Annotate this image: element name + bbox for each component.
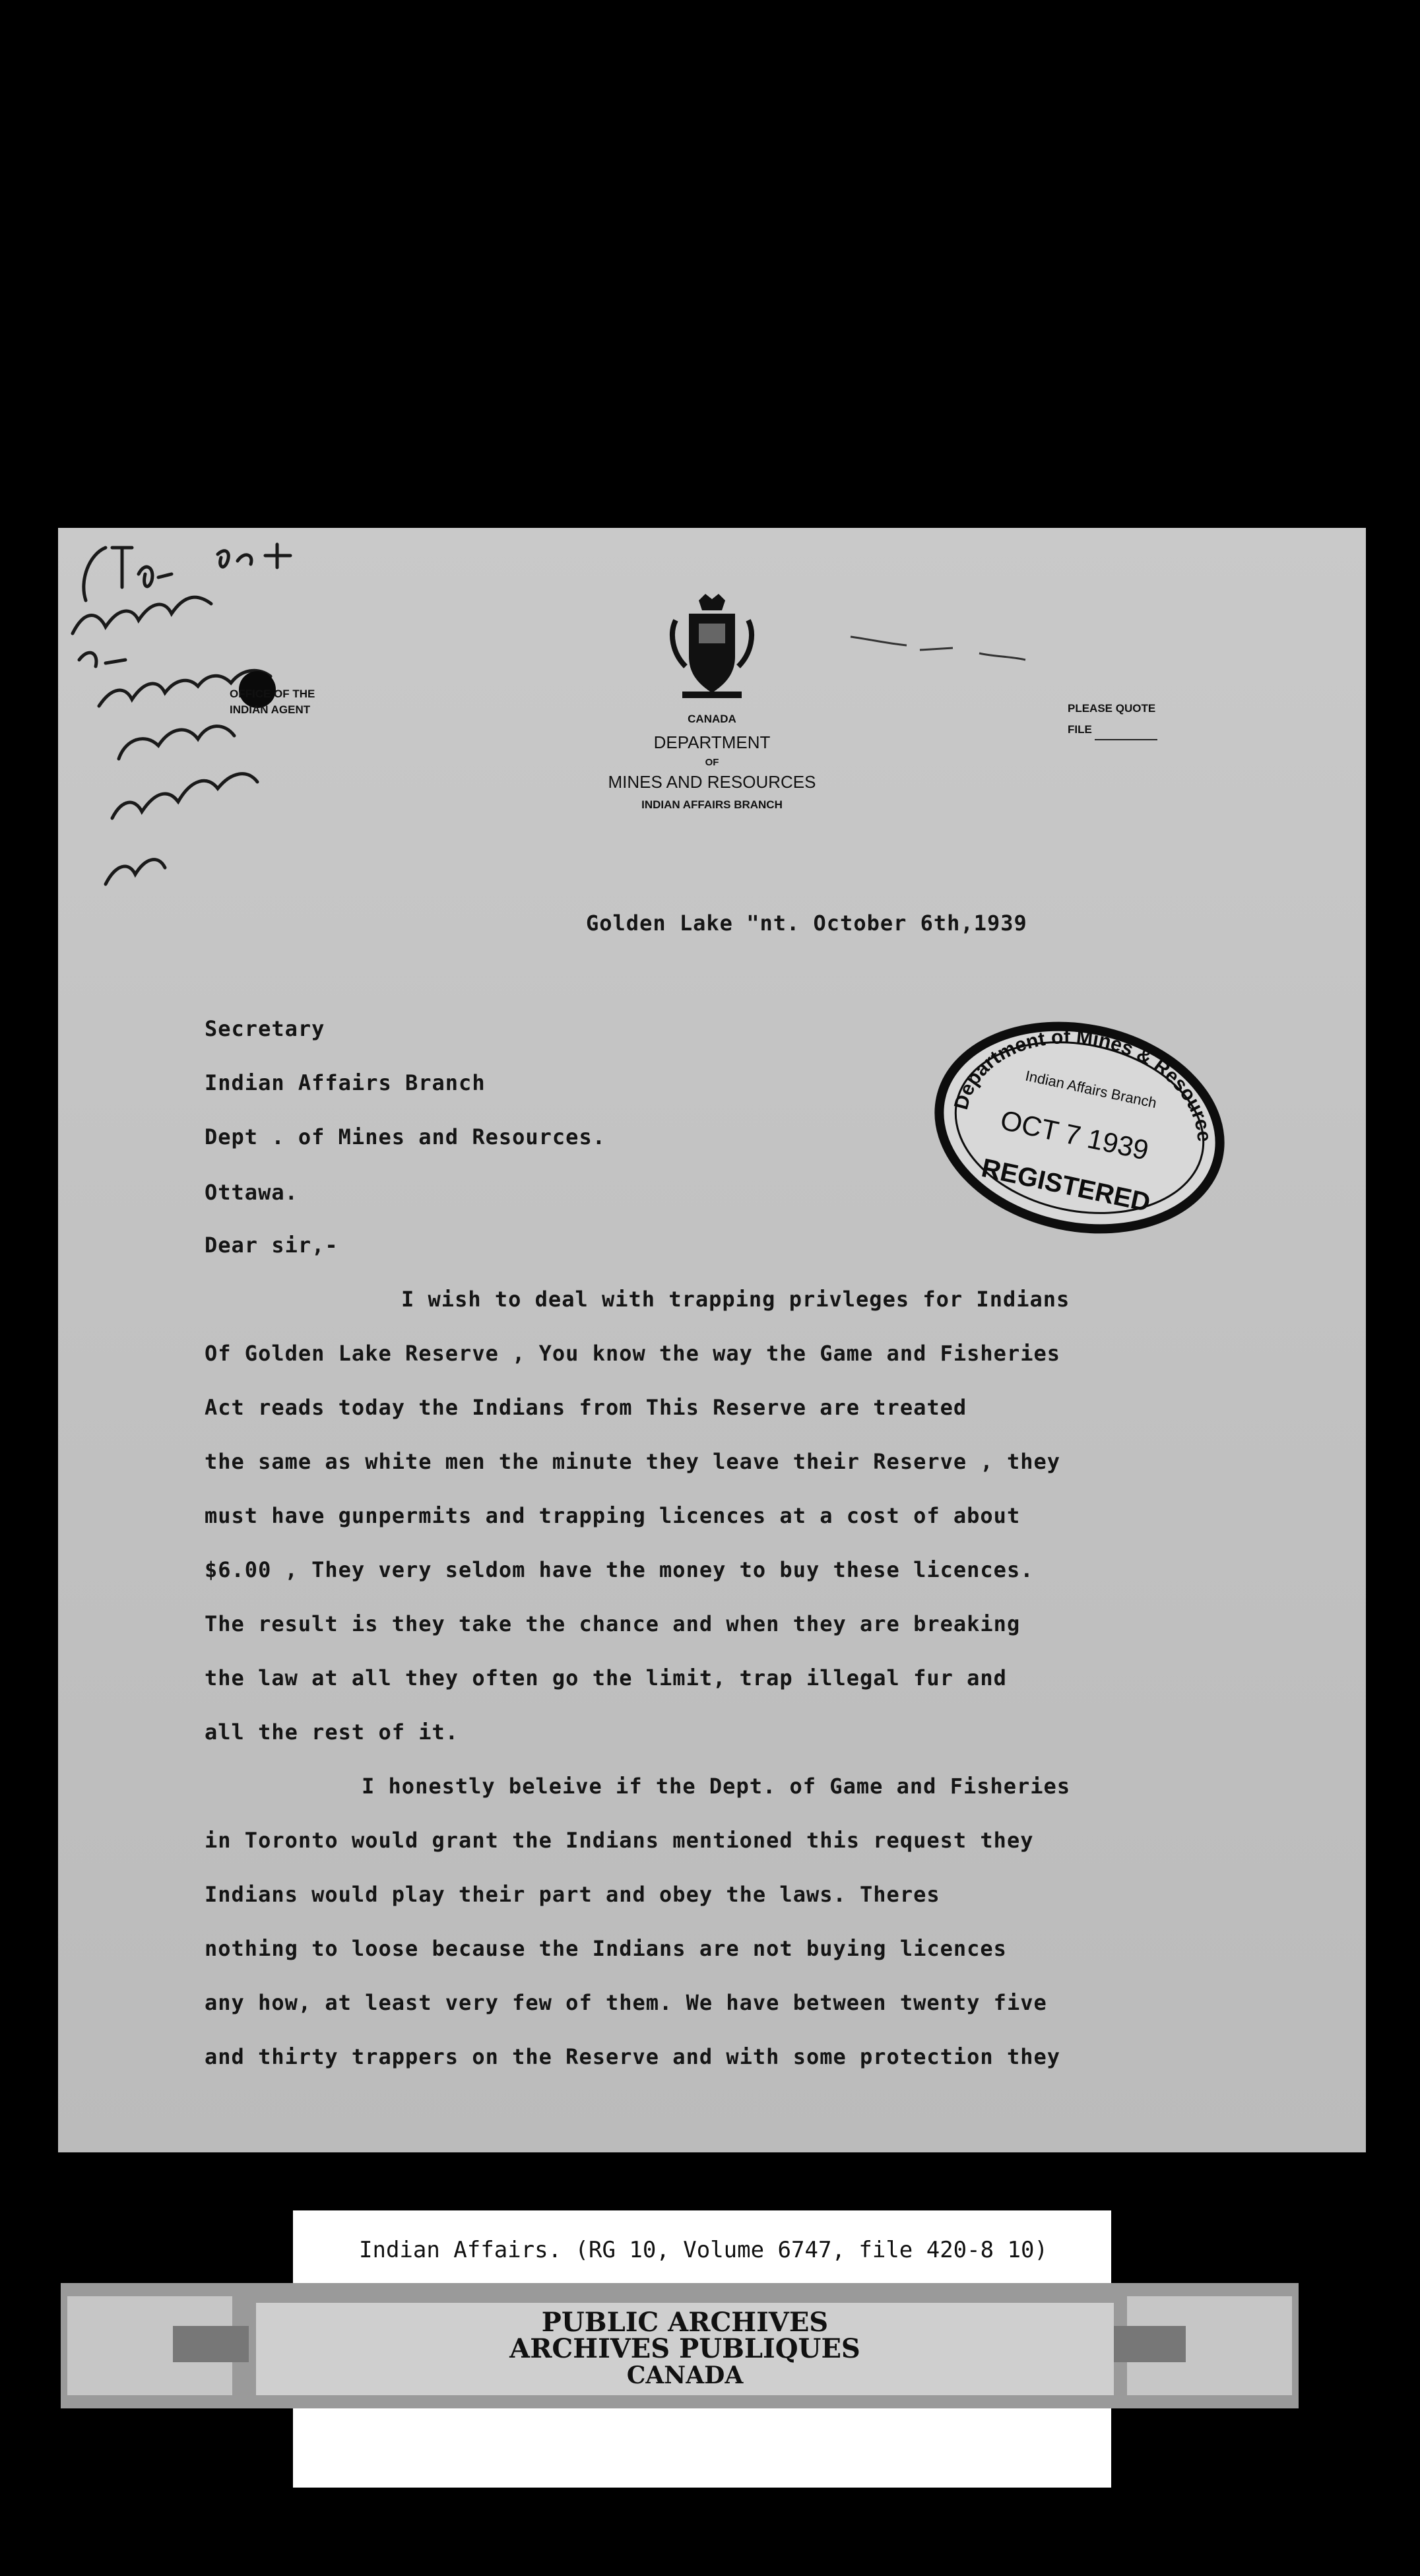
archive-strip	[61, 2283, 1299, 2408]
stamp-branch: Indian Affairs Branch	[1023, 1067, 1159, 1112]
body-line: The result is they take the chance and when they are breaking	[205, 1611, 1021, 1636]
body-line: Act reads today the Indians from This Reserve are treated	[205, 1395, 967, 1420]
please-quote-box	[1068, 698, 1157, 740]
letter-page	[58, 528, 1366, 2152]
archive-citation: Indian Affairs. (RG 10, Volume 6747, file 420-8 10)	[359, 2237, 1048, 2263]
archives-line-2: ARCHIVES PUBLIQUES	[509, 2333, 860, 2364]
archive-stamp-plate	[256, 2303, 1114, 2395]
body-line: all the rest of it.	[205, 1720, 459, 1745]
body-line: and thirty trappers on the Reserve and with some protection they	[205, 2044, 1060, 2069]
file-label: FILE	[1068, 723, 1092, 736]
body-line: in Toronto would grant the Indians mentioned this request they	[205, 1828, 1034, 1853]
body-line: must have gunpermits and trapping licences at a cost of about	[205, 1503, 1021, 1528]
strip-right-clip	[1110, 2326, 1186, 2362]
address-line-4: Ottawa.	[205, 1180, 298, 1205]
handwritten-annotation	[59, 528, 337, 911]
pencil-mark	[847, 627, 1032, 666]
letterhead-branch: INDIAN AFFAIRS BRANCH	[641, 798, 783, 811]
office-of-indian-agent	[230, 686, 315, 718]
body-line: any how, at least very few of them. We have between twenty five	[205, 1990, 1047, 2015]
office-line-1: OFFICE OF THE	[230, 688, 315, 700]
file-blank-line	[1095, 739, 1157, 740]
registered-stamp	[928, 1019, 1231, 1237]
archives-line-3: CANADA	[626, 2362, 744, 2389]
body-line: I honestly beleive if the Dept. of Game and Fisheries	[362, 1774, 1071, 1799]
salutation: Dear sir,-	[205, 1233, 339, 1258]
letterhead-of: OF	[705, 757, 719, 768]
letterhead-country: CANADA	[688, 713, 736, 725]
body-line: Indians would play their part and obey the laws. Theres	[205, 1882, 940, 1907]
stamp-date: OCT 7 1939	[998, 1104, 1151, 1166]
canada-crest-icon	[669, 594, 755, 699]
address-line-2: Indian Affairs Branch	[205, 1070, 486, 1095]
address-line-3: Dept . of Mines and Resources.	[205, 1124, 606, 1149]
stamp-top-text: Department of Mines & Resources	[950, 1026, 1215, 1143]
stamp-registered: REGISTERED	[979, 1153, 1153, 1218]
please-quote-label: PLEASE QUOTE	[1068, 702, 1156, 715]
body-line: the law at all they often go the limit, trap illegal fur and	[205, 1665, 1007, 1690]
body-line: Of Golden Lake Reserve , You know the way the Game and Fisheries	[205, 1341, 1060, 1366]
body-line: $6.00 , They very seldom have the money to buy these licences.	[205, 1557, 1034, 1582]
office-line-2: INDIAN AGENT	[230, 703, 311, 716]
body-line: I wish to deal with trapping privleges for Indians	[401, 1287, 1070, 1312]
archives-line-1: PUBLIC ARCHIVES	[541, 2307, 829, 2338]
letterhead-department: DEPARTMENT	[653, 732, 771, 752]
letterhead-ministry: MINES AND RESOURCES	[608, 772, 816, 792]
body-line: the same as white men the minute they leave their Reserve , they	[205, 1449, 1060, 1474]
dateline: Golden Lake "nt. October 6th,1939	[586, 911, 1027, 936]
body-line: nothing to loose because the Indians are not buying licences	[205, 1936, 1007, 1961]
strip-left-clip	[173, 2326, 249, 2362]
address-line-1: Secretary	[205, 1016, 325, 1041]
